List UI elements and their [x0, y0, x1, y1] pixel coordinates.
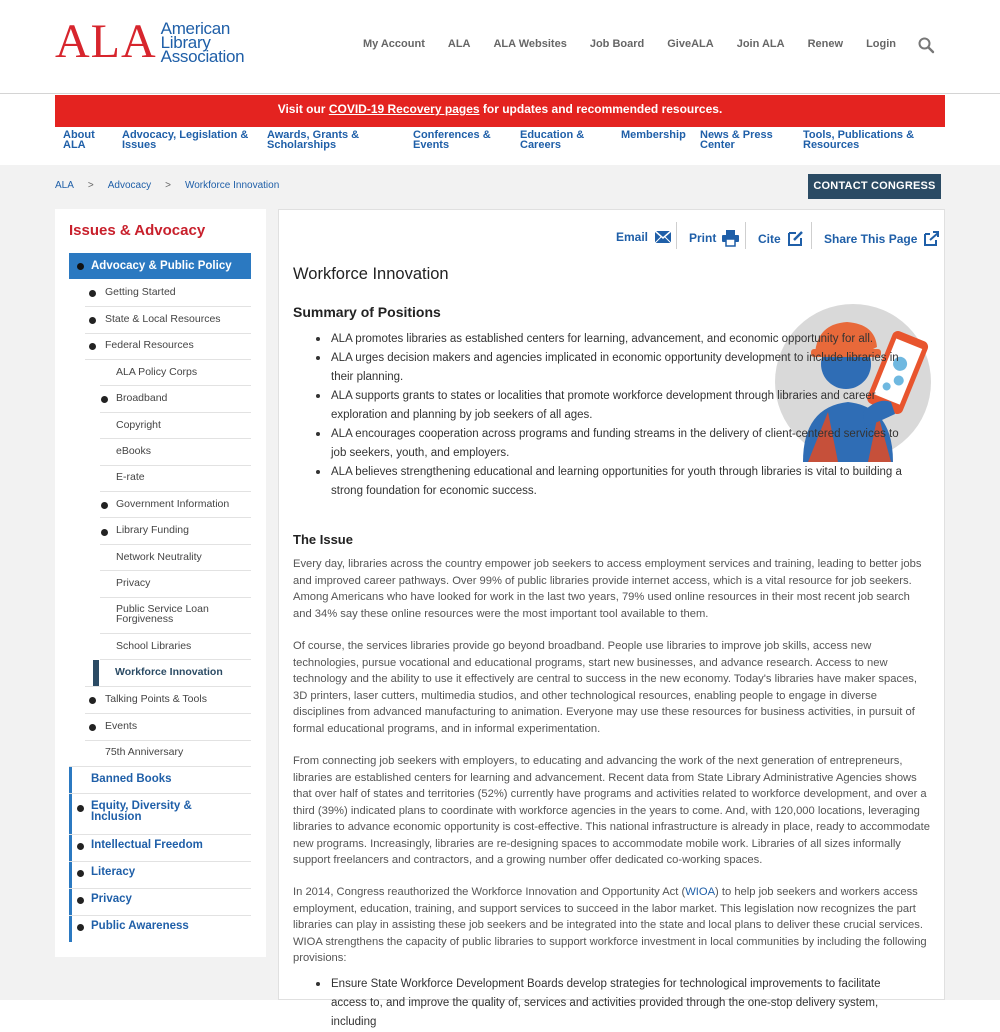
nav-membership[interactable]: Membership: [621, 129, 686, 141]
sidebar-item-privacy-fed[interactable]: Privacy: [116, 577, 151, 589]
list-item: ALA urges decision makers and agencies implicated in economic opportunity development to include libraries in their planning.: [314, 349, 904, 387]
expand-icon: [77, 870, 84, 877]
sidebar-item-getting-started[interactable]: Getting Started: [105, 286, 176, 298]
email-share[interactable]: Email: [616, 230, 672, 244]
nav-conferences[interactable]: Conferences & Events: [413, 129, 491, 151]
collapse-icon: [77, 263, 84, 270]
covid-banner: Visit our COVID-19 Recovery pages for updates and recommended resources.: [55, 95, 945, 127]
list-item: ALA encourages cooperation across programs and funding streams in the delivery of client-centered services to job seekers, youth, and employers.: [314, 425, 904, 463]
breadcrumb: ALA > Advocacy > Workforce Innovation: [55, 180, 280, 191]
util-my-account[interactable]: My Account: [362, 38, 425, 50]
sidebar-section-banned-books[interactable]: Banned Books: [91, 773, 172, 785]
logo-wordmark: American Library Association: [160, 19, 245, 66]
sidebar-item-advocacy-public-policy[interactable]: Advocacy & Public Policy: [69, 253, 251, 279]
wioa-link[interactable]: WIOA: [685, 886, 716, 898]
list-item: ALA believes strengthening educational and learning opportunities for youth through libraries is vital to building a strong foundation for economic success.: [314, 463, 904, 501]
sidebar: [55, 209, 266, 957]
util-join-ala[interactable]: Join ALA: [736, 38, 785, 50]
provisions-list: [314, 975, 904, 1032]
edit-icon: [787, 230, 804, 247]
nav-education[interactable]: Education & Careers: [520, 129, 585, 151]
expand-icon: [77, 843, 84, 850]
expand-icon: [77, 897, 84, 904]
util-job-board[interactable]: Job Board: [589, 38, 645, 50]
sidebar-item-policy-corps[interactable]: ALA Policy Corps: [116, 366, 198, 378]
page-title: Workforce Innovation: [293, 265, 449, 283]
expand-icon: [101, 396, 108, 403]
sidebar-item-federal-resources[interactable]: Federal Resources: [105, 339, 194, 351]
sidebar-section-privacy[interactable]: Privacy: [91, 893, 132, 905]
covid-recovery-link[interactable]: COVID-19 Recovery pages: [328, 102, 480, 116]
summary-heading: Summary of Positions: [293, 304, 441, 320]
breadcrumb-current: Workforce Innovation: [184, 180, 280, 191]
sidebar-item-government-information[interactable]: Government Information: [116, 498, 230, 510]
content-card: [278, 209, 945, 1028]
expand-icon: [101, 502, 108, 509]
envelope-icon: [654, 230, 672, 244]
sidebar-item-school-libraries[interactable]: School Libraries: [116, 640, 192, 652]
sidebar-item-library-funding[interactable]: Library Funding: [116, 524, 189, 536]
expand-icon: [89, 724, 96, 731]
sidebar-item-network-neutrality[interactable]: Network Neutrality: [116, 551, 202, 563]
sidebar-item-pslf[interactable]: Public Service Loan Forgiveness: [116, 603, 209, 625]
positions-list: [314, 330, 904, 501]
share-icon: [923, 230, 940, 247]
nav-advocacy[interactable]: Advocacy, Legislation & Issues: [122, 129, 249, 151]
sidebar-item-ebooks[interactable]: eBooks: [116, 445, 152, 457]
sidebar-item-erate[interactable]: E-rate: [116, 471, 145, 483]
cite-share[interactable]: Cite: [758, 230, 804, 247]
issue-paragraph-2: Of course, the services libraries provide go beyond broadband. People use libraries to improve job skills, access new technologies, pursue vocational and educational programs, start new businesses, and advance research. Access to new technology and the ability to use it effectively are central to success in the new economy. Today's libraries have maker spaces, 3D printers, laser cutters, multimedia studios, and other technological resources, enabling people to engage in diverse disciplines from advanced manufacturing to animation. Everyone may use these resources for business activities, in pursuit of formal educational programs, and in informal experimentation.: [293, 640, 917, 735]
ala-logo[interactable]: [55, 15, 245, 68]
search-icon[interactable]: [918, 37, 934, 53]
sidebar-section-public-awareness[interactable]: Public Awareness: [91, 920, 189, 932]
util-renew[interactable]: Renew: [807, 38, 844, 50]
expand-icon: [89, 697, 96, 704]
sidebar-item-events[interactable]: Events: [105, 720, 138, 732]
issue-paragraph-4: In 2014, Congress reauthorized the Workforce Innovation and Opportunity Act (WIOA) to help job seekers and workers access employment, education, training, and support services to succeed in the labor market. This legislation now recognizes the part libraries can play in assisting these job seekers and be integrated into the state and local plans to deliver these crucial services. WIOA strengthens the capacity of public libraries to support workforce investment in local communities by including the following provisions:: [293, 886, 927, 964]
breadcrumb-advocacy[interactable]: Advocacy: [107, 180, 152, 191]
print-share[interactable]: Print: [689, 230, 739, 246]
nav-about-ala[interactable]: About ALA: [63, 129, 95, 151]
util-giveala[interactable]: GiveALA: [667, 38, 714, 50]
util-ala[interactable]: ALA: [447, 38, 471, 50]
issue-heading: The Issue: [293, 532, 353, 547]
expand-icon: [101, 529, 108, 536]
sidebar-title: Issues & Advocacy: [69, 222, 206, 239]
list-item: ALA supports grants to states or localities that promote workforce development through libraries and career exploration and planning by job seekers of all ages.: [314, 387, 904, 425]
util-ala-websites[interactable]: ALA Websites: [493, 38, 567, 50]
main-nav: [55, 127, 945, 165]
expand-icon: [89, 290, 96, 297]
site-header: [0, 0, 1000, 94]
sidebar-section-edi[interactable]: Equity, Diversity & Inclusion: [91, 800, 192, 823]
expand-icon: [77, 924, 84, 931]
logo-mark: ALA: [55, 15, 157, 68]
sidebar-item-broadband[interactable]: Broadband: [116, 392, 168, 404]
nav-tools[interactable]: Tools, Publications & Resources: [803, 129, 915, 151]
expand-icon: [77, 805, 84, 812]
nav-news[interactable]: News & Press Center: [700, 129, 773, 151]
printer-icon: [722, 230, 739, 246]
issue-paragraph-1: Every day, libraries across the country empower job seekers to access employment services and training, leading to better jobs and improved career pathways. Over 99% of public libraries provide internet access, which is a vital resource for job seekers. Among Americans who have looked for work in the last two years, 79% used online resources in their most recent job search and 34% say these online resources were the most important tool available to them.: [293, 558, 922, 620]
sidebar-item-copyright[interactable]: Copyright: [116, 419, 161, 431]
expand-icon: [89, 317, 96, 324]
collapse-icon: [89, 343, 96, 350]
sidebar-section-intellectual-freedom[interactable]: Intellectual Freedom: [91, 839, 203, 851]
nav-awards[interactable]: Awards, Grants & Scholarships: [267, 129, 360, 151]
share-page[interactable]: Share This Page: [824, 230, 940, 247]
list-item: ALA promotes libraries as established centers for learning, advancement, and economic opportunity for all.: [314, 330, 904, 349]
issue-paragraph-3: From connecting job seekers with employers, to educating and advancing the work of the next generation of entrepreneurs, libraries are established centers for learning and advancement. Recent data from State Library Administrative Agencies shows that over half of states and territories (52%) currently have programs and activities related to workforce development, and over a third (39%) indicated plans to coordinate with workforce agencies in the years to come. And, with 120,000 locations, leveraging libraries to advance economic opportunity is cost-effective. This national infrastructure is already in place, ready to accommodate new programs. Increasingly, libraries are re-designing spaces to accommodate mobile work. Libraries of all sizes informally support freelancers and contractors, and a growing number offer dedicated co-working spaces.: [293, 755, 930, 866]
util-login[interactable]: Login: [866, 38, 896, 50]
sidebar-item-75th-anniversary[interactable]: 75th Anniversary: [105, 746, 184, 758]
sidebar-item-talking-points[interactable]: Talking Points & Tools: [105, 693, 207, 705]
utility-nav: [340, 38, 896, 50]
contact-congress-button[interactable]: CONTACT CONGRESS: [808, 174, 941, 199]
sidebar-item-state-local[interactable]: State & Local Resources: [105, 313, 221, 325]
sidebar-section-literacy[interactable]: Literacy: [91, 866, 136, 878]
breadcrumb-ala[interactable]: ALA: [55, 180, 74, 191]
list-item: Ensure State Workforce Development Boards develop strategies for technological improvements to facilitate access to, and improve the quality of, services and activities provided through the one-stop delivery system, including: [314, 975, 904, 1032]
sidebar-item-workforce-innovation[interactable]: Workforce Innovation: [115, 666, 223, 678]
